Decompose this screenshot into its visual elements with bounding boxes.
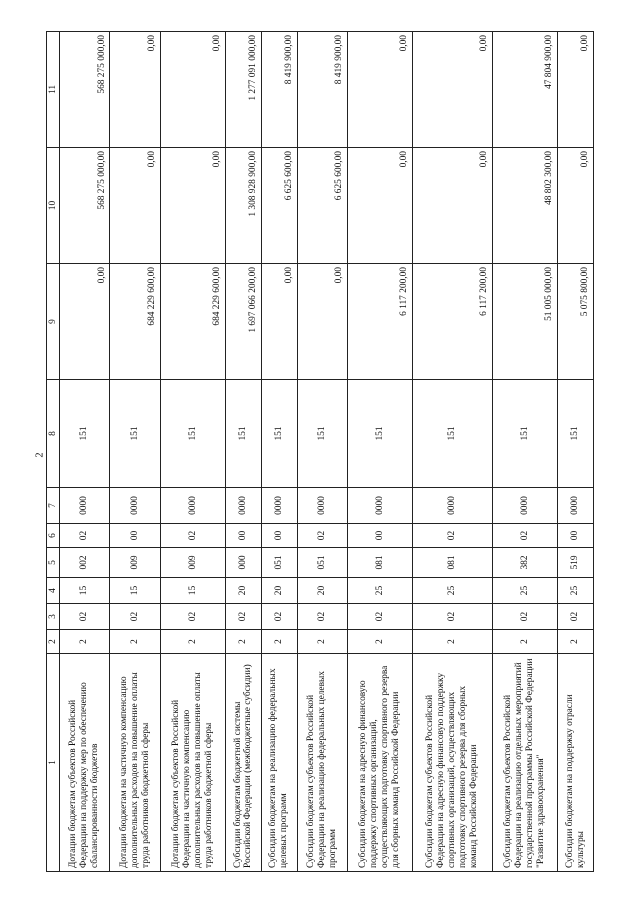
amount-cell: 0,00	[413, 148, 493, 264]
column-header: 10	[47, 148, 60, 264]
code-cell: 051	[261, 548, 297, 578]
row-name-cell: Субсидии бюджетам субъектов Российской Федерации на адресную финансовую поддержку спортивных организаций, осуществляющих подготовку спортивного резерва для сборных команд Российской Федерации	[413, 654, 493, 872]
table-row	[348, 32, 413, 872]
code-cell: 009	[160, 548, 225, 578]
amount-cell: 6 117 200,00	[348, 264, 413, 380]
code-cell: 15	[110, 578, 160, 604]
table-row	[261, 32, 297, 872]
table-body	[60, 32, 594, 872]
amount-cell: 0,00	[110, 32, 160, 148]
column-header: 4	[47, 578, 60, 604]
rotated-table-container	[46, 32, 594, 872]
code-cell: 0000	[348, 488, 413, 524]
code-cell: 0000	[492, 488, 557, 524]
code-cell: 0000	[60, 488, 110, 524]
code-cell: 02	[261, 604, 297, 630]
code-cell: 0000	[110, 488, 160, 524]
table-row	[60, 32, 110, 872]
amount-cell: 48 802 300,00	[492, 148, 557, 264]
code-cell: 2	[110, 630, 160, 654]
code-cell: 02	[160, 604, 225, 630]
amount-cell: 8 419 900,00	[297, 32, 347, 148]
code-cell: 00	[226, 524, 262, 548]
amount-cell: 0,00	[348, 32, 413, 148]
page-number: 2	[34, 452, 46, 458]
amount-cell: 0,00	[160, 148, 225, 264]
amount-cell: 1 308 928 900,00	[226, 148, 262, 264]
amount-cell: 0,00	[60, 264, 110, 380]
row-name-cell: Субсидии бюджетам субъектов Российской Федерации на реализацию отдельных мероприятий государственной программы Российской Федерации "Развитие здравоохранения"	[492, 654, 557, 872]
code-cell: 2	[348, 630, 413, 654]
code-cell: 00	[261, 524, 297, 548]
code-cell: 002	[60, 548, 110, 578]
code-cell: 151	[558, 380, 594, 488]
table-row	[160, 32, 225, 872]
column-header: 6	[47, 524, 60, 548]
code-cell: 0000	[261, 488, 297, 524]
code-cell: 02	[160, 524, 225, 548]
code-cell: 02	[558, 604, 594, 630]
code-cell: 151	[226, 380, 262, 488]
code-cell: 2	[226, 630, 262, 654]
row-name-cell: Субсидии бюджетам на адресную финансовую поддержку спортивных организаций, осуществляющих подготовку спортивного резерва для сборных команд Российской Федерации	[348, 654, 413, 872]
code-cell: 20	[261, 578, 297, 604]
code-cell: 519	[558, 548, 594, 578]
code-cell: 25	[492, 578, 557, 604]
code-cell: 051	[297, 548, 347, 578]
column-header: 3	[47, 604, 60, 630]
code-cell: 151	[413, 380, 493, 488]
code-cell: 2	[558, 630, 594, 654]
row-name-cell: Субсидии бюджетам на реализацию федеральных целевых программ	[261, 654, 297, 872]
code-cell: 2	[297, 630, 347, 654]
column-header: 5	[47, 548, 60, 578]
table-row	[110, 32, 160, 872]
code-cell: 15	[60, 578, 110, 604]
amount-cell: 51 005 000,00	[492, 264, 557, 380]
code-cell: 2	[160, 630, 225, 654]
amount-cell: 6 625 600,00	[297, 148, 347, 264]
code-cell: 151	[348, 380, 413, 488]
amount-cell: 0,00	[348, 148, 413, 264]
code-cell: 25	[413, 578, 493, 604]
code-cell: 2	[413, 630, 493, 654]
row-name-cell: Дотации бюджетам субъектов Российской Федерации на частичную компенсацию дополнительных расходов на повышение оплаты труда работников бюджетной сферы	[160, 654, 225, 872]
budget-table	[46, 31, 594, 872]
amount-cell: 6 625 600,00	[261, 148, 297, 264]
code-cell: 2	[60, 630, 110, 654]
amount-cell: 0,00	[558, 32, 594, 148]
row-name-cell: Дотации бюджетам субъектов Российской Федерации на поддержку мер по обеспечению сбалансированности бюджетов	[60, 654, 110, 872]
code-cell: 02	[226, 604, 262, 630]
row-name-cell: Субсидии бюджетам бюджетной системы Российской Федерации (межбюджетные субсидии)	[226, 654, 262, 872]
column-header: 11	[47, 32, 60, 148]
header-row	[47, 32, 60, 872]
amount-cell: 1 277 091 000,00	[226, 32, 262, 148]
column-header: 9	[47, 264, 60, 380]
code-cell: 20	[226, 578, 262, 604]
code-cell: 02	[492, 604, 557, 630]
amount-cell: 0,00	[413, 32, 493, 148]
code-cell: 20	[297, 578, 347, 604]
code-cell: 000	[226, 548, 262, 578]
code-cell: 0000	[558, 488, 594, 524]
table-row	[558, 32, 594, 872]
code-cell: 382	[492, 548, 557, 578]
row-name-cell: Субсидии бюджетам субъектов Российской Федерации на реализацию федеральных целевых программ	[297, 654, 347, 872]
code-cell: 25	[348, 578, 413, 604]
code-cell: 15	[160, 578, 225, 604]
amount-cell: 568 275 000,00	[60, 148, 110, 264]
amount-cell: 0,00	[261, 264, 297, 380]
code-cell: 02	[413, 524, 493, 548]
code-cell: 009	[110, 548, 160, 578]
code-cell: 0000	[160, 488, 225, 524]
amount-cell: 8 419 900,00	[261, 32, 297, 148]
code-cell: 02	[348, 604, 413, 630]
code-cell: 151	[492, 380, 557, 488]
amount-cell: 0,00	[160, 32, 225, 148]
column-header: 2	[47, 630, 60, 654]
table-row	[492, 32, 557, 872]
code-cell: 081	[413, 548, 493, 578]
amount-cell: 0,00	[558, 148, 594, 264]
code-cell: 0000	[413, 488, 493, 524]
amount-cell: 684 229 600,00	[160, 264, 225, 380]
code-cell: 00	[558, 524, 594, 548]
row-name-cell: Субсидии бюджетам на поддержку отрасли культуры	[558, 654, 594, 872]
code-cell: 151	[261, 380, 297, 488]
code-cell: 2	[492, 630, 557, 654]
code-cell: 02	[60, 524, 110, 548]
code-cell: 02	[60, 604, 110, 630]
table-row	[226, 32, 262, 872]
code-cell: 151	[160, 380, 225, 488]
amount-cell: 0,00	[110, 148, 160, 264]
table-row	[413, 32, 493, 872]
table-row	[297, 32, 347, 872]
column-header: 8	[47, 380, 60, 488]
code-cell: 02	[492, 524, 557, 548]
amount-cell: 5 075 800,00	[558, 264, 594, 380]
amount-cell: 47 804 900,00	[492, 32, 557, 148]
amount-cell: 6 117 200,00	[413, 264, 493, 380]
code-cell: 00	[110, 524, 160, 548]
code-cell: 0000	[297, 488, 347, 524]
code-cell: 081	[348, 548, 413, 578]
amount-cell: 684 229 600,00	[110, 264, 160, 380]
amount-cell: 0,00	[297, 264, 347, 380]
code-cell: 151	[297, 380, 347, 488]
code-cell: 02	[297, 604, 347, 630]
column-header: 1	[47, 654, 60, 872]
code-cell: 00	[348, 524, 413, 548]
code-cell: 02	[297, 524, 347, 548]
code-cell: 02	[413, 604, 493, 630]
code-cell: 2	[261, 630, 297, 654]
code-cell: 0000	[226, 488, 262, 524]
code-cell: 151	[60, 380, 110, 488]
column-header: 7	[47, 488, 60, 524]
amount-cell: 1 697 066 200,00	[226, 264, 262, 380]
amount-cell: 568 275 000,00	[60, 32, 110, 148]
code-cell: 02	[110, 604, 160, 630]
code-cell: 25	[558, 578, 594, 604]
code-cell: 151	[110, 380, 160, 488]
row-name-cell: Дотации бюджетам на частичную компенсацию дополнительных расходов на повышение оплаты труда работников бюджетной сферы	[110, 654, 160, 872]
